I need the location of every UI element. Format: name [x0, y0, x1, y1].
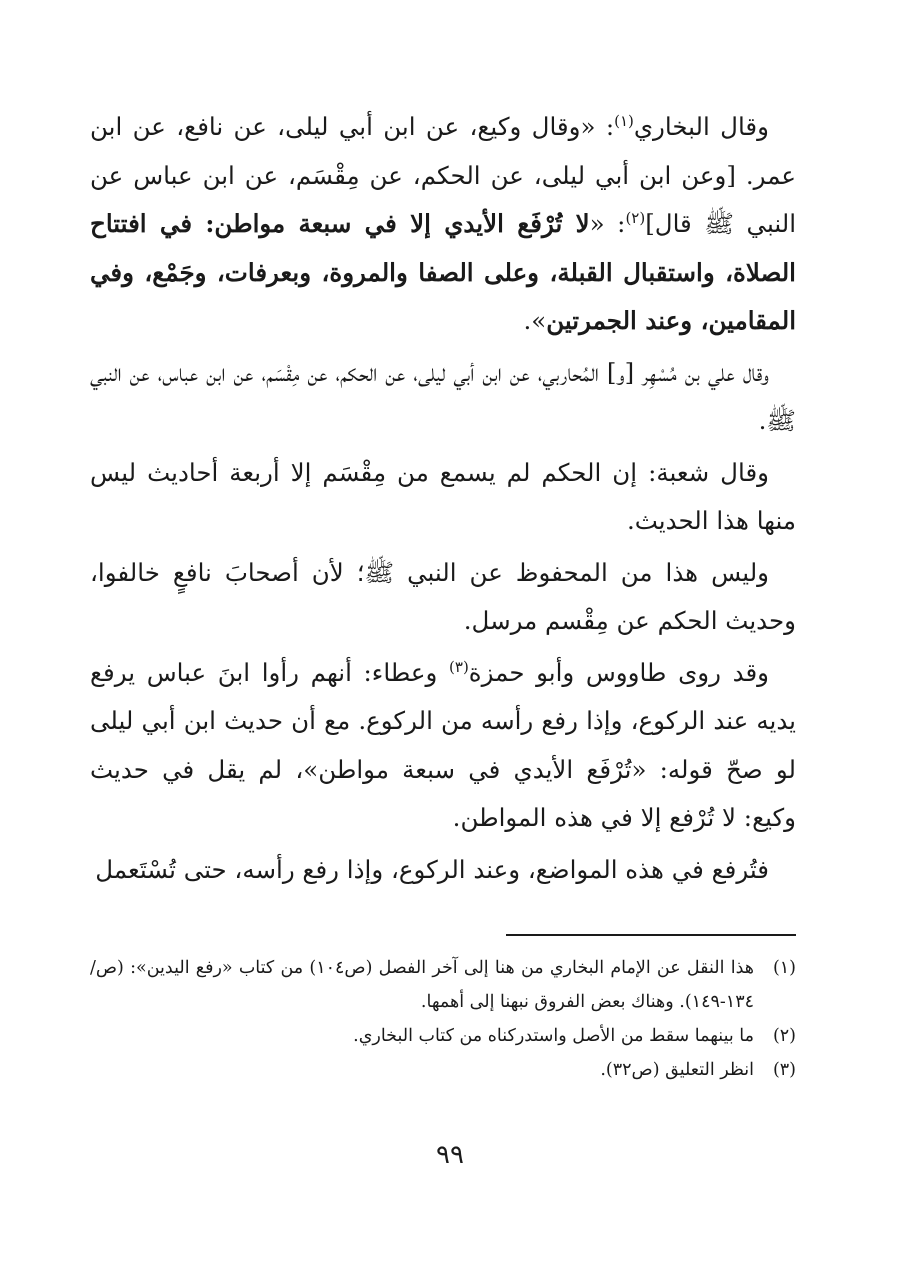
footnote-text: ما بينهما سقط من الأصل واستدركناه من كتاب البخاري. [353, 1026, 754, 1046]
footnote [90, 1053, 796, 1087]
footnote-marker: (٣) [449, 657, 469, 676]
footnote-marker: (١) [614, 111, 634, 130]
page-number: ٩٩ [436, 1140, 464, 1170]
paragraph [90, 649, 796, 843]
text-segment: ». [523, 306, 547, 335]
paragraph [90, 846, 796, 895]
text-segment: : « [589, 209, 626, 238]
footnote-number: (١) [772, 958, 796, 978]
paragraph [90, 103, 796, 346]
main-text [90, 103, 796, 897]
text-segment: وقال شعبة: إن الحكم لم يسمع من مِقْسَم إلا أربعة أحاديث ليس منها هذا الحديث. [90, 457, 796, 535]
footnote-number: (٢) [772, 1026, 796, 1046]
footnote-text: هذا النقل عن الإمام البخاري من هنا إلى آخر الفصل (ص١٠٤) من كتاب «رفع اليدين»: (ص/ ١٣٤-١٤٩). وهناك بعض الفروق نبهنا إلى أهمها. [90, 958, 754, 1012]
footnote [90, 951, 796, 1019]
text-segment: وقال البخاري [633, 112, 769, 141]
footnotes [90, 951, 796, 1087]
paragraph [90, 549, 796, 646]
bold-quote: لا تُرْفَع الأيدي إلا في سبعة مواطن: في افتتاح الصلاة، واستقبال القبلة، وعلى الصفا والمروة، وبعرفات، وجَمْع، وفي المقامين، وعند الجمرتين [90, 209, 796, 335]
paragraph [90, 349, 796, 446]
text-segment: وقد روى طاووس وأبو حمزة [468, 657, 769, 687]
text-segment: : «وقال وكيع، عن ابن أبي ليلى، عن نافع، عن ابن عمر. [وعن ابن أبي ليلى، عن الحكم، عن مِقْسَم، عن ابن عباس عن النبي ﷺ قال] [90, 112, 796, 238]
text-segment: وقال علي بن مُسْهِر [و] المُحاربي، عن ابن أبي ليلى، عن الحكم، عن مِقْسَم، عن ابن عباس، عن النبي ﷺ. [90, 357, 796, 435]
footnote [90, 1019, 796, 1053]
text-segment: وليس هذا من المحفوظ عن النبي ﷺ؛ لأن أصحابَ نافعٍ خالفوا، وحديث الحكم عن مِقْسم مرسل. [90, 557, 796, 635]
text-segment: وعطاء: أنهم رأوا ابنَ عباس يرفع يديه عند الركوع، وإذا رفع رأسه من الركوع. مع أن حديث ابن أبي ليلى لو صحّ قوله: «تُرْفَع الأيدي في سبعة مواطن»، لم يقل في حديث وكيع: لا تُرْفع إلا في هذه المواطن. [90, 657, 796, 832]
text-segment: فتُرفع في هذه المواضع، وعند الركوع، وإذا رفع رأسه، حتى تُسْتَعمل [95, 854, 769, 884]
footnote-number: (٣) [772, 1060, 796, 1080]
footnote-text: انظر التعليق (ص٣٢). [600, 1060, 754, 1080]
footnote-marker: (٢) [625, 208, 646, 227]
paragraph [90, 449, 796, 546]
footnote-separator [506, 934, 796, 936]
